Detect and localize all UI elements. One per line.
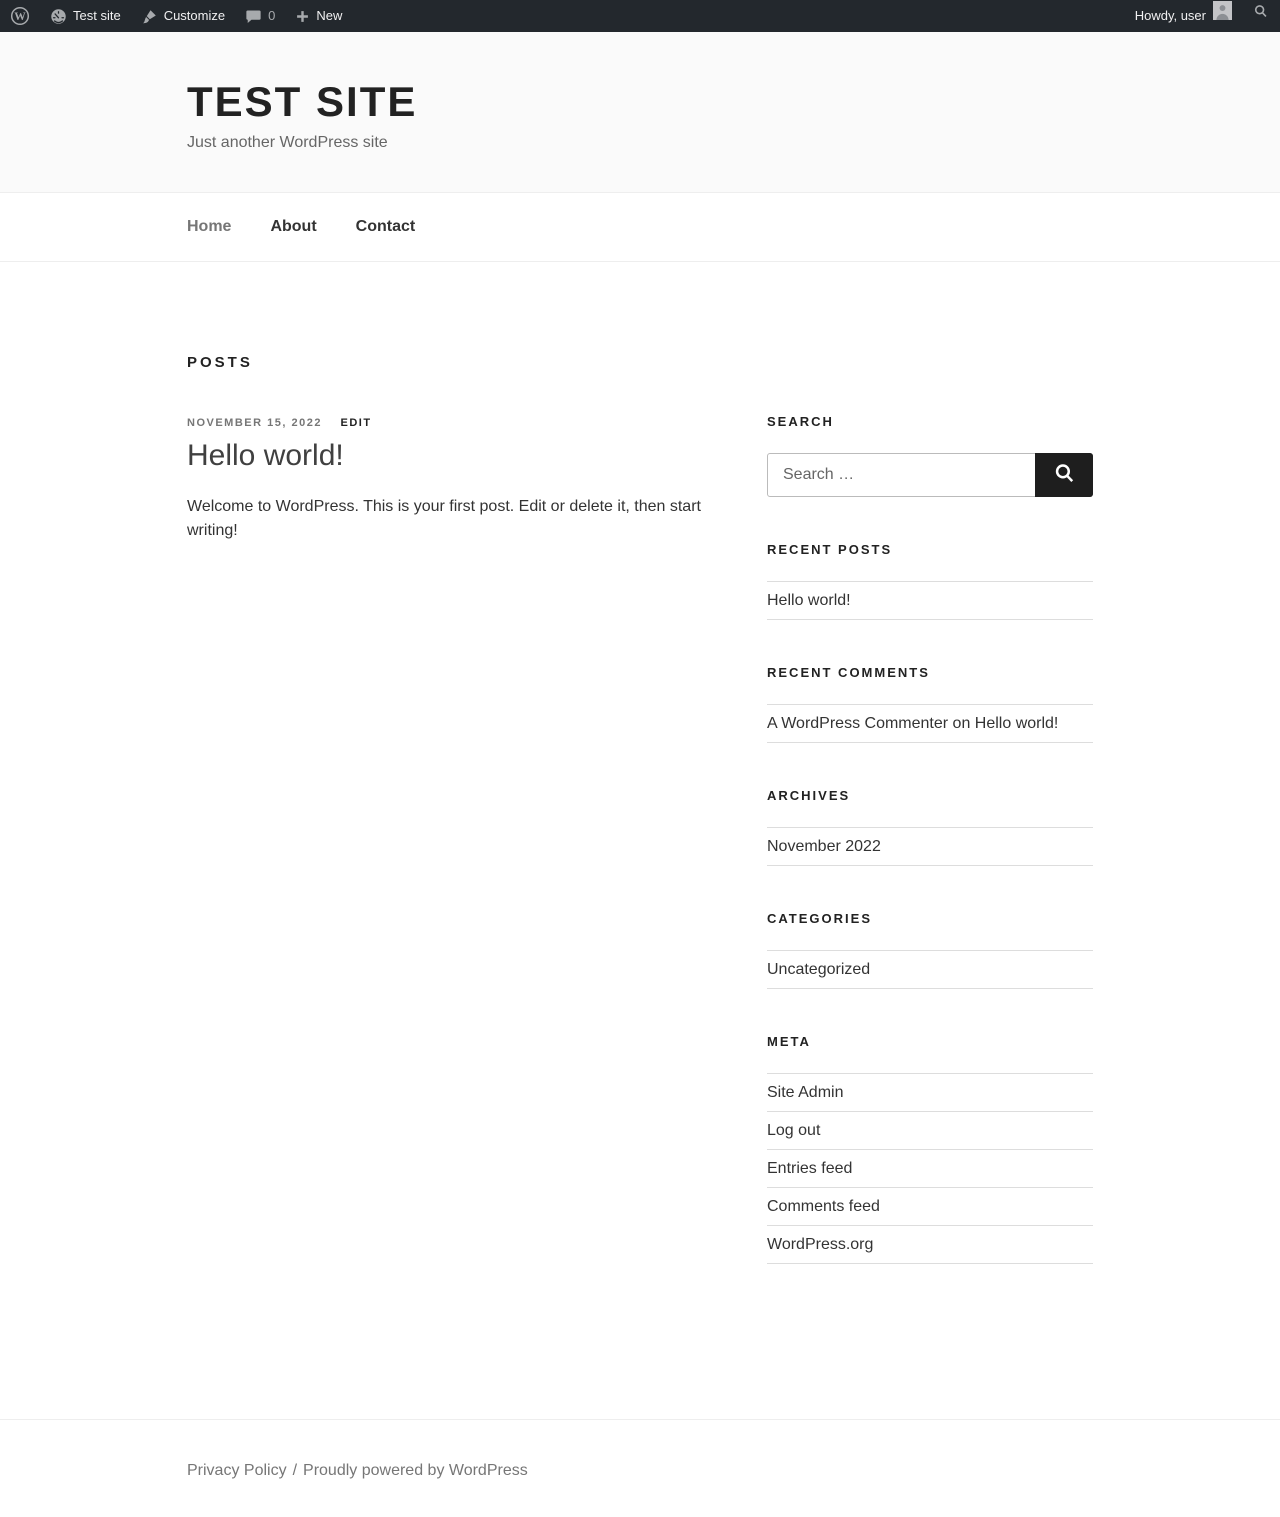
admin-bar-search[interactable] <box>1241 0 1280 32</box>
wordpress-logo-menu[interactable] <box>0 0 40 32</box>
post-excerpt: Welcome to WordPress. This is your first post. Edit or delete it, then start writing! <box>187 497 701 540</box>
admin-bar-new-label: New <box>316 8 343 23</box>
list-item <box>767 1150 1093 1188</box>
post-date-link[interactable]: NOVEMBER 15, 2022 <box>187 417 322 429</box>
customize-brush-icon <box>141 8 158 25</box>
widget-meta-title: META <box>767 1034 811 1049</box>
admin-bar-comment-count: 0 <box>268 8 276 23</box>
search-form <box>767 453 1093 497</box>
site-tagline: Just another WordPress site <box>187 134 388 151</box>
dashboard-gauge-icon <box>50 8 67 25</box>
meta-site-admin-link[interactable]: Site Admin <box>767 1084 844 1101</box>
site-footer <box>0 1419 1280 1517</box>
post-edit-link[interactable]: EDIT <box>340 417 372 429</box>
avatar <box>1213 0 1232 32</box>
admin-bar-new[interactable] <box>285 0 352 32</box>
list-item <box>767 1188 1093 1226</box>
admin-bar-left <box>0 0 352 32</box>
post-article <box>187 417 727 544</box>
search-icon <box>1252 0 1269 32</box>
list-item <box>767 705 1093 743</box>
widget-categories-title: CATEGORIES <box>767 911 872 926</box>
admin-bar-customize-label: Customize <box>163 8 226 23</box>
list-item <box>767 1074 1093 1112</box>
admin-bar-customize[interactable] <box>131 0 235 32</box>
powered-by-link[interactable]: Proudly powered by WordPress <box>303 1462 528 1479</box>
nav-item-about[interactable]: About <box>270 218 317 235</box>
comment-connector-text: on <box>948 715 975 732</box>
recent-post-link[interactable]: Hello world! <box>767 592 851 609</box>
post-title-link[interactable]: Hello world! <box>187 439 344 472</box>
wordpress-logo-icon <box>10 6 30 26</box>
entry-meta <box>187 417 727 429</box>
widget-search <box>767 414 1093 497</box>
privacy-policy-link[interactable]: Privacy Policy <box>187 1462 287 1479</box>
widget-search-title: SEARCH <box>767 414 834 429</box>
admin-bar-my-account[interactable] <box>1126 0 1241 32</box>
admin-bar-howdy-label: Howdy, user <box>1134 8 1206 23</box>
meta-entries-feed-link[interactable]: Entries feed <box>767 1160 853 1177</box>
comment-bubble-icon <box>245 8 262 25</box>
widget-meta <box>767 1034 1093 1264</box>
widget-recent-posts-title: RECENT POSTS <box>767 542 893 557</box>
nav-item-home[interactable]: Home <box>187 218 232 235</box>
meta-wordpress-org-link[interactable]: WordPress.org <box>767 1236 874 1253</box>
widget-recent-comments <box>767 665 1093 743</box>
sidebar <box>767 354 1093 1309</box>
search-button-icon <box>1051 461 1077 490</box>
meta-log-out-link[interactable]: Log out <box>767 1122 821 1139</box>
site-title[interactable]: TEST SITE <box>187 78 418 125</box>
widget-archives-title: ARCHIVES <box>767 788 851 803</box>
list-item <box>767 1226 1093 1264</box>
plus-icon <box>295 9 310 24</box>
widget-recent-comments-title: RECENT COMMENTS <box>767 665 930 680</box>
list-item <box>767 1112 1093 1150</box>
admin-bar-site-name-label: Test site <box>73 8 121 23</box>
widget-recent-posts <box>767 542 1093 620</box>
list-item <box>767 582 1093 620</box>
archive-link[interactable]: November 2022 <box>767 838 881 855</box>
page-title: POSTS <box>187 354 253 371</box>
widget-categories <box>767 911 1093 989</box>
comment-author-link[interactable]: A WordPress Commenter <box>767 715 949 732</box>
wp-admin-bar <box>0 0 1280 32</box>
site-header <box>0 32 1280 192</box>
nav-item-contact[interactable]: Contact <box>355 218 416 235</box>
svg-text:W: W <box>14 11 26 23</box>
meta-comments-feed-link[interactable]: Comments feed <box>767 1198 880 1215</box>
category-link[interactable]: Uncategorized <box>767 961 871 978</box>
list-item <box>767 951 1093 989</box>
admin-bar-comments[interactable] <box>235 0 285 32</box>
admin-bar-site-name[interactable] <box>40 0 131 32</box>
posts-column <box>187 354 727 1309</box>
main-navigation <box>0 192 1280 262</box>
admin-bar-right <box>1126 0 1280 32</box>
search-submit-button[interactable] <box>1035 453 1093 497</box>
comment-post-link[interactable]: Hello world! <box>974 715 1059 732</box>
footer-separator: / <box>292 1462 298 1479</box>
widget-archives <box>767 788 1093 866</box>
list-item <box>767 828 1093 866</box>
content-area <box>187 262 1093 1419</box>
